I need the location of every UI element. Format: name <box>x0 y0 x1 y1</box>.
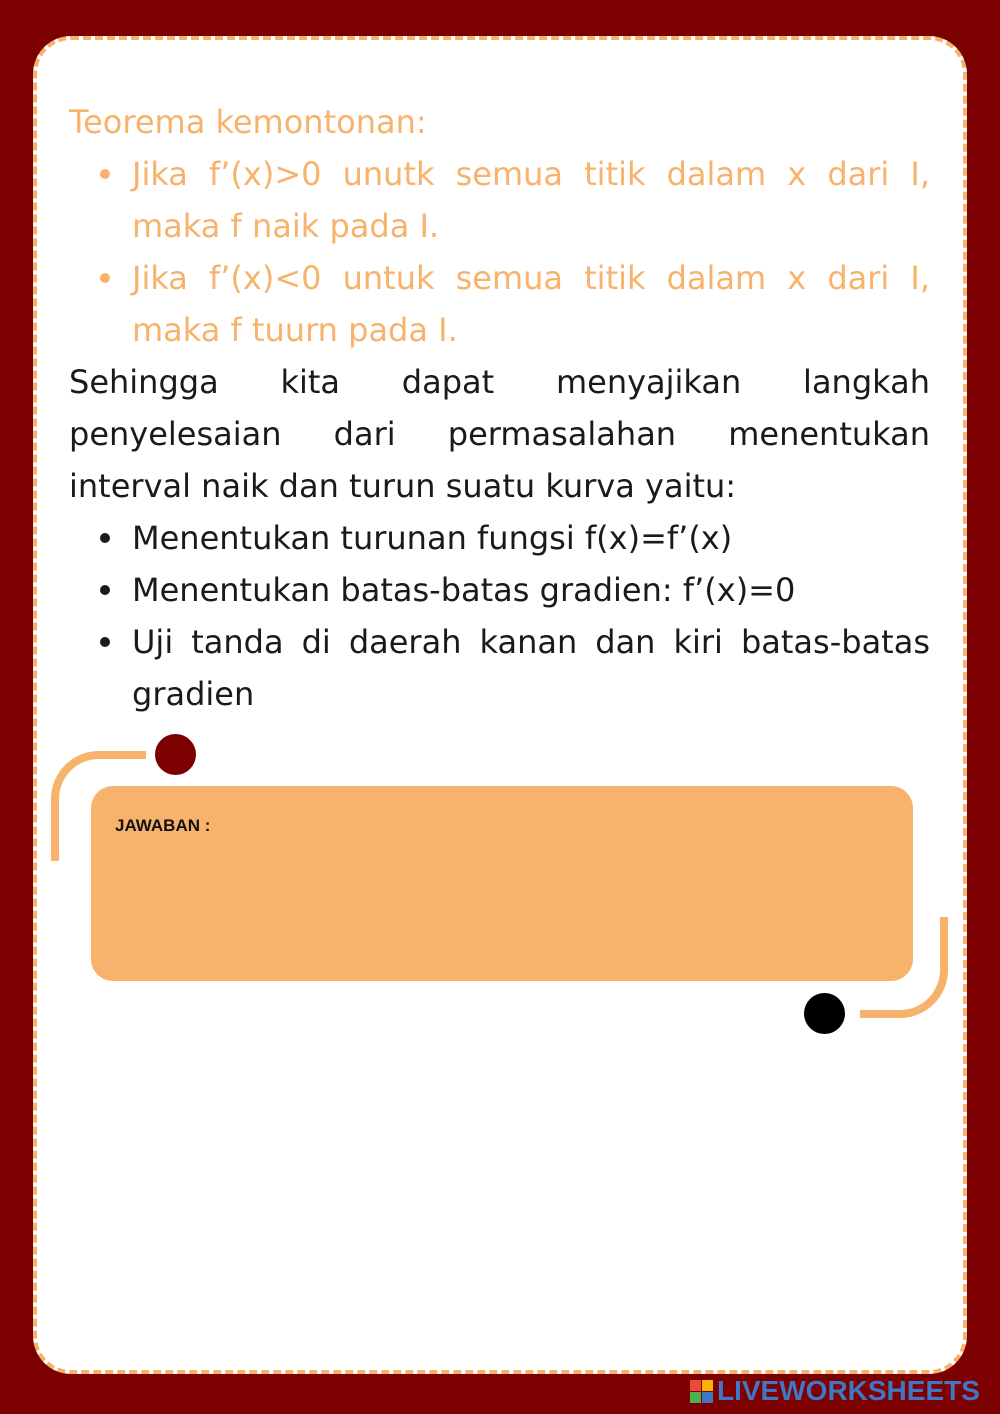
bullet-icon <box>100 585 110 595</box>
steps-list <box>69 512 930 720</box>
bullet-icon <box>100 273 110 283</box>
decorative-corner-bottom-right <box>860 917 948 1018</box>
bullet-icon <box>100 533 110 543</box>
step-item-text: Menentukan turunan fungsi f(x)=f’(x) <box>132 519 733 557</box>
step-item <box>132 564 930 616</box>
step-item-text: Uji tanda di daerah kanan dan kiri batas-batas gradien <box>132 623 930 713</box>
bullet-icon <box>100 637 110 647</box>
intro-paragraph: Sehingga kita dapat menyajikan langkah penyelesaian dari permasalahan menentukan interval naik dan turun suatu kurva yaitu: <box>69 363 930 505</box>
answer-box[interactable] <box>91 786 913 981</box>
step-item <box>132 512 930 564</box>
decorative-red-dot <box>155 734 196 775</box>
watermark-text: LIVEWORKSHEETS <box>717 1375 980 1406</box>
theorem-item <box>132 148 930 252</box>
theorem-item-text: Jika f’(x)>0 unutk semua titik dalam x dari I, maka f naik pada I. <box>132 155 930 245</box>
bullet-icon <box>100 169 110 179</box>
theorem-list <box>69 148 930 356</box>
theorem-item-text: Jika f’(x)<0 untuk semua titik dalam x dari I, maka f tuurn pada I. <box>132 259 930 349</box>
decorative-black-dot <box>804 993 845 1034</box>
worksheet-content <box>69 96 930 720</box>
step-item-text: Menentukan batas-batas gradien: f’(x)=0 <box>132 571 796 609</box>
step-item <box>132 616 930 720</box>
theorem-section <box>69 96 930 356</box>
theorem-heading: Teorema kemontonan: <box>69 103 427 141</box>
liveworksheets-logo-icon <box>690 1380 713 1403</box>
liveworksheets-watermark <box>690 1374 980 1408</box>
steps-section <box>69 356 930 720</box>
theorem-item <box>132 252 930 356</box>
answer-label: JAWABAN : <box>115 816 211 835</box>
